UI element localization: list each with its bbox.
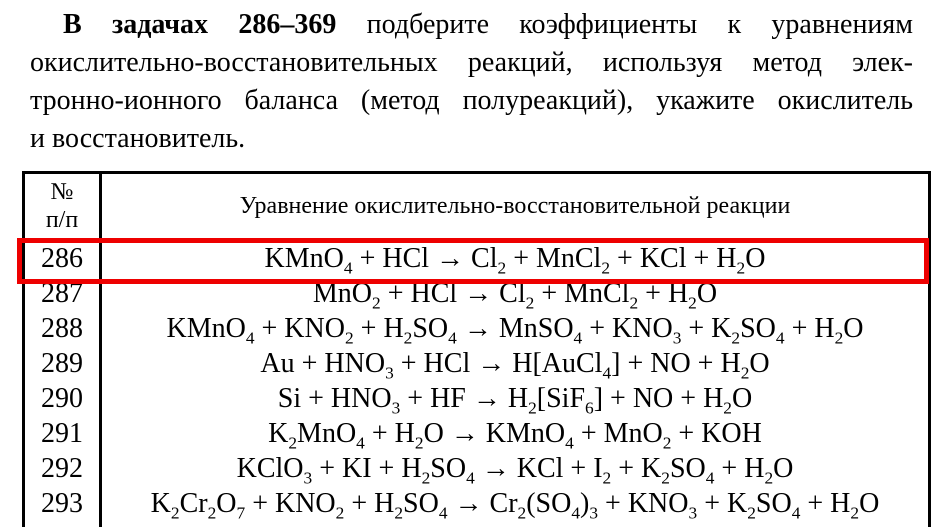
reaction-equation: $K_2MnO_4 + H_2O$ → KMnO$_4$ + MnO$_2$ + KOH: [268, 418, 762, 453]
reaction-equation: MnO$_2$ + HCl → $Cl_2$ + MnCl$_2$ + $H_2O$: [312, 278, 718, 313]
table-row-291: [25, 416, 928, 451]
number-header-line-1: №: [50, 179, 74, 205]
table-row-289: [25, 346, 928, 381]
table-header-row: [25, 174, 928, 241]
reaction-equation: $K_2Cr_2O_7 + KNO_2 + H_2SO_4 \to Cr_2(SO_4)_3 + KNO_3 + K_2SO_4 + H_2O$: [150, 488, 880, 523]
table-row-293: [25, 486, 928, 521]
intro-bold-range: В задачах 286–369: [63, 9, 337, 40]
table-row-288: [25, 311, 928, 346]
intro-line-2: окислительно-восстановительных реакций, используя метод элек-: [30, 47, 913, 78]
intro-line-1-rest: подберите коэффициенты к уравнениям: [366, 9, 914, 40]
problem-number: [25, 521, 102, 527]
reaction-equation: KClO$_3$ + KI + $H_2SO_4$ → KCl + $I_2 + K_2SO_4 + H_2O$: [236, 453, 794, 488]
problem-number: 292: [25, 451, 102, 486]
intro-paragraph: [30, 6, 913, 158]
reaction-equation: [102, 521, 928, 527]
intro-line-3: тронно-ионного баланса (метод полуреакций), укажите окислитель: [30, 85, 913, 116]
problems-table: [22, 171, 931, 527]
problem-number: 290: [25, 381, 102, 416]
table-row-292: [25, 451, 928, 486]
problem-number: 289: [25, 346, 102, 381]
equation-column-header: Уравнение окислительно-восстановительной реакции: [239, 193, 791, 219]
problem-number: 288: [25, 311, 102, 346]
number-header-line-2: п/п: [45, 207, 79, 233]
intro-line-1: [30, 6, 913, 44]
table-row-287: [25, 276, 928, 311]
table-row-286: [25, 241, 928, 276]
problem-number: 293: [25, 486, 102, 521]
table-row-290: [25, 381, 928, 416]
reaction-equation: KMnO$_4$ + HCl → $Cl_2$ + MnCl$_2$ + KCl + $H_2O$: [264, 243, 766, 278]
reaction-equation: $Si + HNO_3$ + HF → $H_2[SiF_6]$ + NO + $H_2O$: [277, 383, 753, 418]
number-column-header: [25, 174, 102, 238]
problem-number: 286: [25, 241, 102, 276]
reaction-equation: $Au + HNO_3$ + HCl → H[AuCl$_4$] + NO + $H_2O$: [260, 348, 770, 383]
table-row-partial: [25, 521, 928, 527]
problem-number: 291: [25, 416, 102, 451]
reaction-equation: KMnO$_4$ + $KNO_2 + H_2SO_4$ → MnSO$_4$ + $KNO_3 + K_2SO_4 + H_2O$: [166, 313, 864, 348]
intro-line-4: и восстановитель.: [30, 123, 246, 154]
problem-number: 287: [25, 276, 102, 311]
